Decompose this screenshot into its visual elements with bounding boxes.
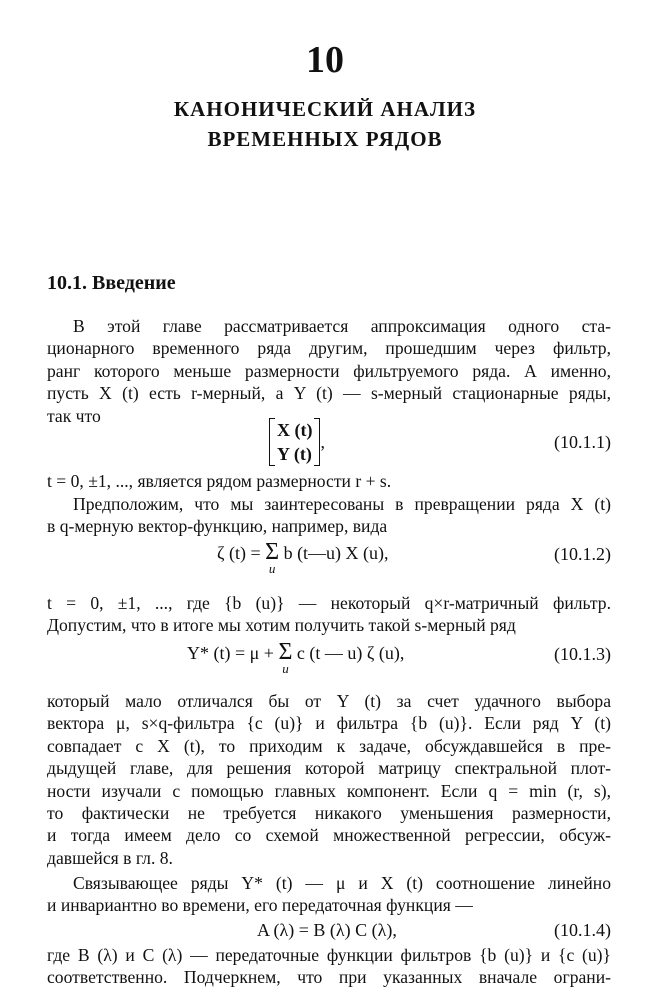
- equation-number: (10.1.1): [554, 432, 611, 452]
- text-line: и инвариантно во времени, его передаточная функция —: [47, 895, 473, 916]
- equation-number: (10.1.4): [554, 920, 611, 940]
- equation-lhs: ζ (t) =: [217, 543, 266, 563]
- text-line: ранг которого меньше размерности фильтруемого ряда. А именно,: [47, 360, 611, 381]
- text-line: где B (λ) и C (λ) — передаточные функции фильтров {b (u)} и {c (u)}: [47, 945, 611, 965]
- text-line: пусть X (t) есть r-мерный, а Y (t) — s-мерный стационарные ряды,: [47, 383, 611, 404]
- paragraph-6: [47, 872, 611, 917]
- paragraph-5: [47, 690, 611, 869]
- column-vector: [269, 418, 320, 466]
- text-line: t = 0, ±1, ..., является рядом размерности r + s.: [47, 471, 392, 491]
- text-line: давшейся в гл. 8.: [47, 847, 173, 868]
- sum-operator: [278, 639, 293, 676]
- chapter-title-line-1: КАНОНИЧЕСКИЙ АНАЛИЗ: [173, 97, 477, 121]
- paragraph-4: [47, 592, 611, 637]
- text-line: вектора μ, s×q-фильтра {c (u)} и фильтра {b (u)}. Если ряд Y (t): [47, 713, 611, 734]
- equation-number: (10.1.3): [554, 644, 611, 664]
- vector-bottom: Y (t): [277, 444, 312, 464]
- text-line: то фактически не требуется никакого уменьшения размерности,: [47, 803, 611, 824]
- paragraph-7: [47, 944, 611, 989]
- paragraph-2: [47, 470, 611, 492]
- equation-body: [187, 639, 405, 676]
- text-line: в q-мерную вектор-функцию, например, вида: [47, 516, 388, 537]
- text-line: совпадает с X (t), то приходим к задаче, обсуждавшейся в пре-: [47, 735, 611, 756]
- text-line: который мало отличался бы от Y (t) за счет удачного выбора: [47, 691, 611, 711]
- equation-body: [269, 418, 325, 466]
- equation-body: [217, 539, 389, 576]
- equation-lhs: Y* (t) = μ +: [187, 643, 279, 663]
- text-line: Предположим, что мы заинтересованы в превращении ряда X (t): [73, 494, 611, 514]
- text-line: дыдущей главе, для решения которой матрицу спектральной плот-: [47, 758, 611, 779]
- text-line: и тогда имеем дело со схемой множественной регрессии, обсуж-: [47, 825, 611, 846]
- vector-top: X (t): [277, 420, 313, 440]
- equation-rhs: c (t — u) ζ (u),: [292, 643, 405, 663]
- text-line: t = 0, ±1, ..., где {b (u)} — некоторый q×r-матричный фильтр.: [47, 593, 611, 613]
- paragraph-1: [47, 315, 611, 427]
- chapter-title: [0, 94, 650, 154]
- chapter-title-line-2: ВРЕМЕННЫХ РЯДОВ: [207, 127, 443, 151]
- text-line: так что: [47, 405, 101, 426]
- equation-10-1-4: [47, 918, 611, 944]
- equation-10-1-1: [47, 418, 611, 468]
- sum-index: u: [282, 661, 289, 676]
- text-line: Допустим, что в итоге мы хотим получить такой s-мерный ряд: [47, 615, 516, 636]
- equation-body: A (λ) = B (λ) C (λ),: [257, 920, 397, 940]
- equation-10-1-3: [47, 640, 611, 686]
- section-heading: 10.1. Введение: [47, 272, 176, 294]
- sum-sign: Σ: [278, 639, 293, 665]
- equation-trail: ,: [320, 432, 325, 452]
- sum-sign: Σ: [265, 539, 280, 565]
- text-line: Связывающее ряды Y* (t) — μ и X (t) соотношение линейно: [73, 873, 611, 893]
- sum-index: u: [268, 561, 276, 576]
- text-line: соответственно. Подчеркнем, что при указанных вначале ограни-: [47, 967, 611, 988]
- text-line: ности изучали с помощью главных компонент. Если q = min (r, s),: [47, 780, 611, 801]
- equation-number: (10.1.2): [554, 544, 611, 564]
- text-line: ционарного временного ряда другим, прошедшим через фильтр,: [47, 338, 611, 359]
- equation-10-1-2: [47, 540, 611, 586]
- equation-rhs: b (t—u) X (u),: [279, 543, 389, 563]
- text-line: В этой главе рассматривается аппроксимация одного ста-: [73, 316, 611, 336]
- sum-operator: [265, 539, 280, 576]
- paragraph-3: [47, 493, 611, 538]
- chapter-number: 10: [306, 39, 344, 81]
